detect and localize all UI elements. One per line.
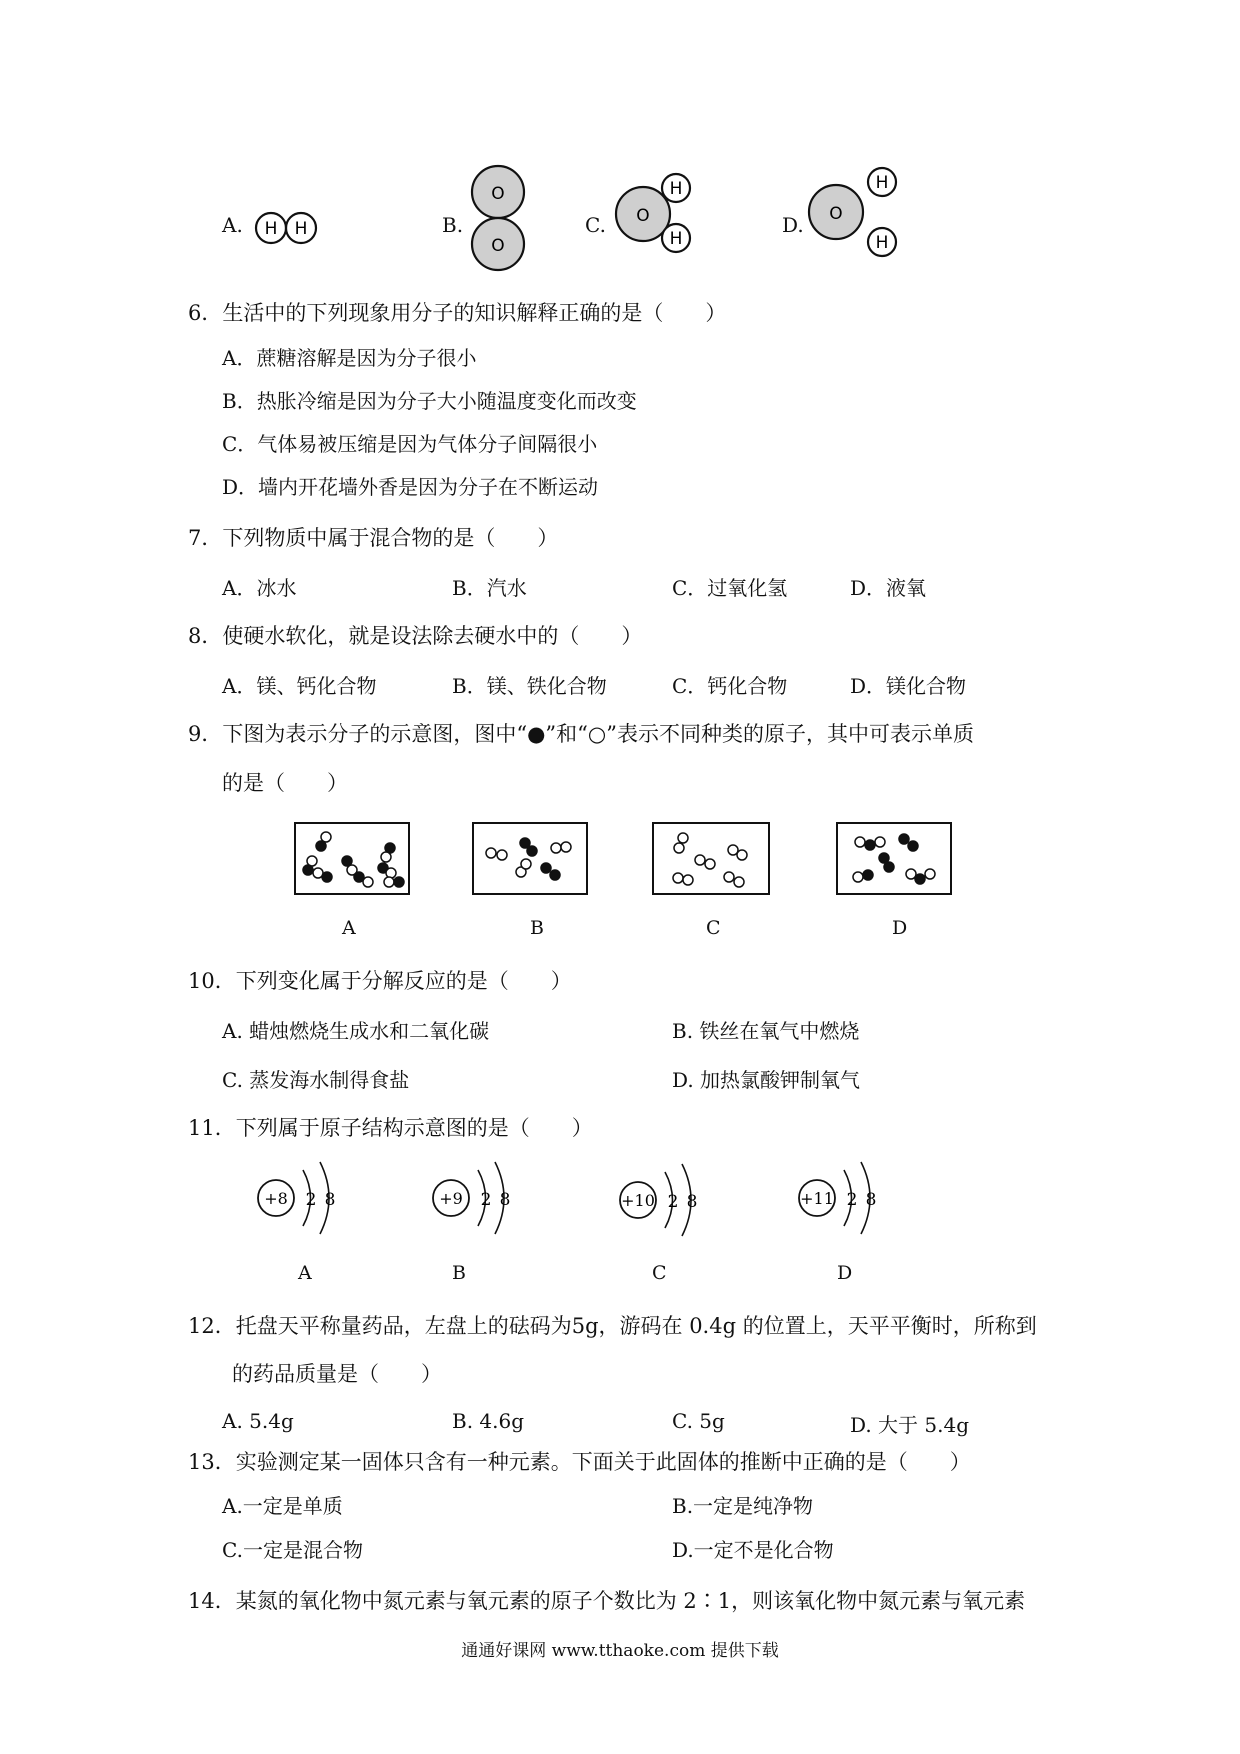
q9-box-label-a: A: [342, 917, 356, 939]
q6-stem: 6．生活中的下列现象用分子的知识解释正确的是（ ）: [188, 301, 727, 325]
q8-stem: 8．使硬水软化，就是设法除去硬水中的（ ）: [188, 624, 643, 648]
q12-option-a: A. 5.4g: [222, 1409, 294, 1433]
q6-option-a: A．蔗糖溶解是因为分子很小: [222, 346, 477, 370]
q8-option-b: B．镁、铁化合物: [452, 674, 607, 698]
q12-stem-cont: 的药品质量是（ ）: [232, 1362, 442, 1386]
q11-label-c: C: [652, 1262, 667, 1284]
q5-label-c: C.: [585, 213, 606, 237]
q5-atom-o: O: [491, 184, 505, 204]
q5-atom-h: H: [875, 173, 889, 193]
q12-stem: 12．托盘天平称量药品，左盘上的砝码为5g，游码在 0.4g 的位置上，天平平衡时，所称到: [188, 1314, 1037, 1338]
q6-option-c: C．气体易被压缩是因为气体分子间隔很小: [222, 432, 598, 456]
q5-atom-o: O: [636, 206, 650, 226]
q6-option-b: B．热胀冷缩是因为分子大小随温度变化而改变: [222, 389, 637, 413]
q5-atom-h: H: [294, 219, 308, 239]
q11-nucleus-c: +10: [621, 1191, 655, 1210]
q12-option-b: B. 4.6g: [452, 1409, 525, 1433]
q12-option-d: D. 大于 5.4g: [850, 1413, 970, 1437]
q8-option-d: D．镁化合物: [850, 674, 967, 698]
q7-option-b: B．汽水: [452, 576, 527, 600]
q7-option-d: D．液氧: [850, 576, 927, 600]
q5-atom-h: H: [669, 229, 683, 249]
page-footer: 通通好课网 www.tthaoke.com 提供下载: [461, 1641, 779, 1661]
q5-atom-h: H: [669, 179, 683, 199]
q9-stem-cont: 的是（ ）: [222, 771, 348, 795]
q11-shell-1: 2: [667, 1192, 679, 1212]
q11-shell-2: 8: [686, 1192, 698, 1212]
q11-shell-1: 2: [480, 1190, 492, 1210]
q10-option-b: B. 铁丝在氧气中燃烧: [672, 1019, 860, 1043]
q11-stem: 11．下列属于原子结构示意图的是（ ）: [188, 1116, 593, 1140]
q8-option-a: A．镁、钙化合物: [222, 674, 377, 698]
q10-option-a: A. 蜡烛燃烧生成水和二氧化碳: [222, 1019, 490, 1043]
q11-diagram-b: [433, 1162, 510, 1234]
q7-option-c: C．过氧化氢: [672, 576, 788, 600]
q9-box-label-d: D: [892, 917, 908, 939]
q13-option-b: B.一定是纯净物: [672, 1494, 814, 1518]
q11-shell-2: 8: [865, 1190, 877, 1210]
q7-option-a: A．冰水: [222, 576, 297, 600]
q11-label-d: D: [837, 1262, 853, 1284]
q11-nucleus-d: +11: [800, 1189, 834, 1208]
q9-stem: 9．下图为表示分子的示意图，图中“●”和“○”表示不同种类的原子，其中可表示单质: [188, 722, 974, 746]
q11-shell-2: 8: [324, 1190, 336, 1210]
q11-diagram-a: [258, 1162, 335, 1234]
q13-stem: 13．实验测定某一固体只含有一种元素。下面关于此固体的推断中正确的是（ ）: [188, 1450, 971, 1474]
q11-nucleus-a: +8: [264, 1189, 288, 1208]
q5-atom-h: H: [264, 219, 278, 239]
q10-option-c: C. 蒸发海水制得食盐: [222, 1068, 410, 1092]
q11-label-b: B: [452, 1262, 466, 1284]
q10-stem: 10．下列变化属于分解反应的是（ ）: [188, 969, 572, 993]
q7-stem: 7．下列物质中属于混合物的是（ ）: [188, 526, 559, 550]
q9-box-label-b: B: [530, 917, 544, 939]
q5-label-b: B.: [442, 213, 464, 237]
q11-diagram-c: [620, 1164, 697, 1236]
q13-option-c: C.一定是混合物: [222, 1538, 363, 1562]
q13-option-d: D.一定不是化合物: [672, 1538, 834, 1562]
q9-box-label-c: C: [706, 917, 721, 939]
q11-diagram-d: [799, 1162, 876, 1234]
q11-shell-1: 2: [305, 1190, 317, 1210]
q5-atom-o: O: [491, 236, 505, 256]
q14-stem: 14．某氮的氧化物中氮元素与氧元素的原子个数比为 2∶1，则该氧化物中氮元素与氧元素: [188, 1589, 1026, 1613]
q11-shell-1: 2: [846, 1190, 858, 1210]
q11-nucleus-b: +9: [439, 1189, 463, 1208]
q5-atom-o: O: [829, 204, 843, 224]
q11-label-a: A: [298, 1262, 312, 1284]
q10-option-d: D. 加热氯酸钾制氧气: [672, 1068, 861, 1092]
q6-option-d: D．墙内开花墙外香是因为分子在不断运动: [222, 475, 599, 499]
q5-atom-h: H: [875, 233, 889, 253]
q11-shell-2: 8: [499, 1190, 511, 1210]
q12-option-c: C. 5g: [672, 1409, 725, 1433]
q8-option-c: C．钙化合物: [672, 674, 788, 698]
q13-option-a: A.一定是单质: [222, 1494, 343, 1518]
q5-label-d: D.: [782, 213, 804, 237]
q5-label-a: A.: [222, 213, 243, 237]
